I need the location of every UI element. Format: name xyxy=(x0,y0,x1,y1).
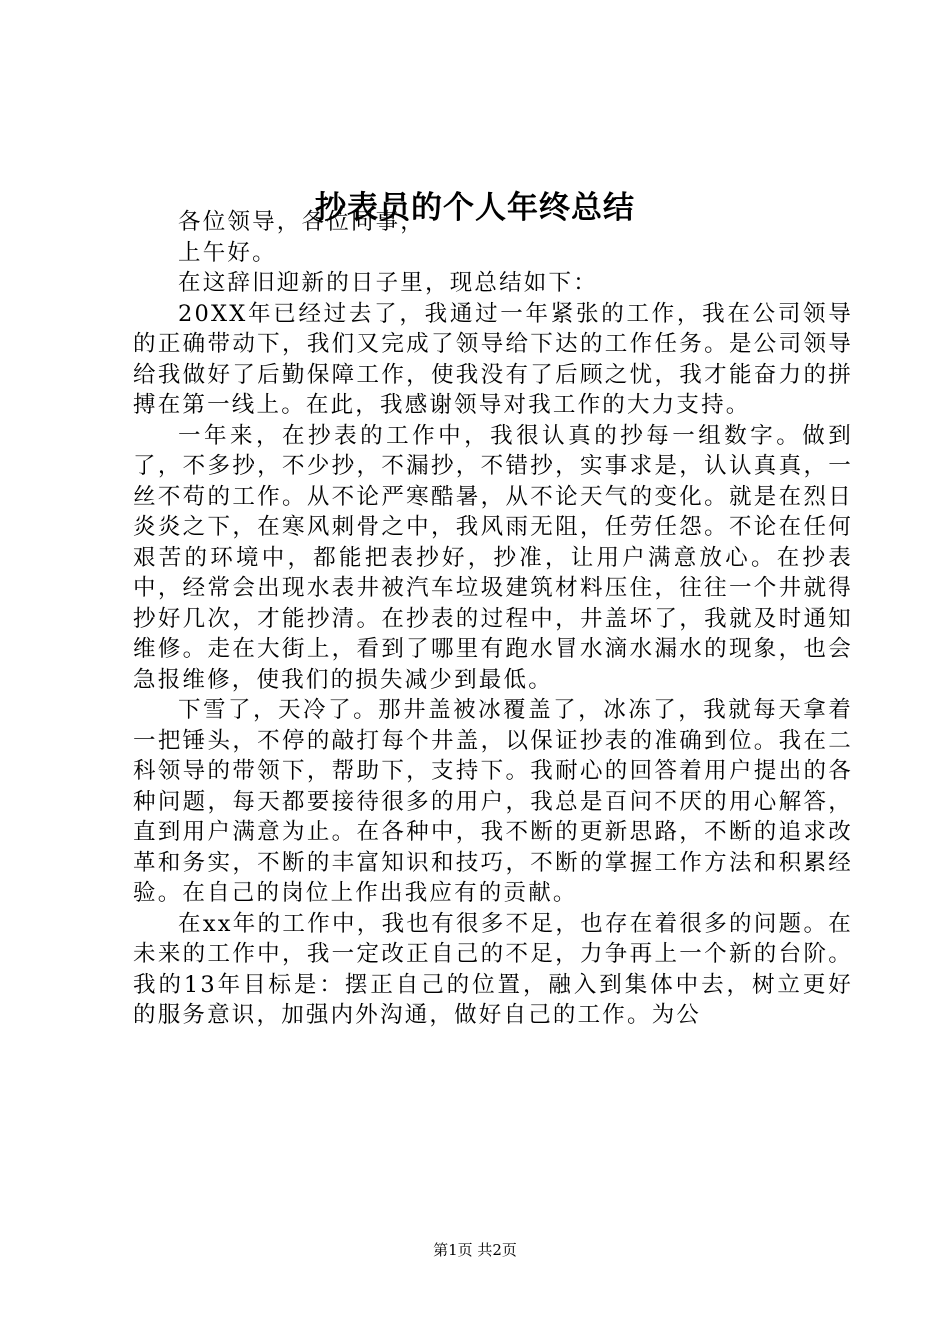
paragraph-salutation: 上午好。 xyxy=(178,239,277,266)
paragraph-2: 一年来，在抄表的工作中，我很认真的抄每一组数字。做到了，不多抄，不少抄，不漏抄，不错抄，实事求是，认认真真，一丝不苟的工作。从不论严寒酷暑，从不论天气的变化。就是在烈日炎炎之下，在寒风刺骨之中，我风雨无阻，任劳任怨。不论在任何艰苦的环境中，都能把表抄好，抄准，让用户满意放心。在抄表中，经常会出现水表井被汽车垃圾建筑材料压住，往往一个井就得抄好几次，才能抄清。在抄表的过程中，井盖坏了，我就及时通知维修。走在大街上，看到了哪里有跑水冒水滴水漏水的现象，也会急报维修，使我们的损失减少到最低。 xyxy=(133,422,853,693)
paragraph-4: 在xx年的工作中，我也有很多不足，也存在着很多的问题。在未来的工作中，我一定改正自己的不足，力争再上一个新的台阶。我的13年目标是：摆正自己的位置，融入到集体中去，树立更好的服务意识，加强内外沟通，做好自己的工作。为公 xyxy=(133,910,853,1028)
paragraph-intro: 在这辞旧迎新的日子里，现总结如下： xyxy=(178,270,598,296)
page-footer: 第1页 共2页 xyxy=(433,1241,517,1259)
paragraph-3: 下雪了，天冷了。那井盖被冰覆盖了，冰冻了，我就每天拿着一把锤头，不停的敲打每个井盖，以保证抄表的准确到位。我在二科领导的带领下，帮助下，支持下。我耐心的回答着用户提出的各种问题，每天都要接待很多的用户，我总是百问不厌的用心解答，直到用户满意为止。在各种中，我不断的更新思路，不断的追求改革和务实，不断的丰富知识和技巧，不断的掌握工作方法和积累经验。在自己的岗位上作出我应有的贡献。 xyxy=(133,697,853,906)
paragraph-greeting: 各位领导，各位同事， xyxy=(178,209,426,235)
paragraph-1: 20XX年已经过去了，我通过一年紧张的工作，我在公司领导的正确带动下，我们又完成了领导给下达的工作任务。是公司领导给我做好了后勤保障工作，使我没有了后顾之忧，我才能奋力的拼搏在第一线上。在此，我感谢领导对我工作的大力支持。 xyxy=(133,300,853,418)
document-title: 抄表员的个人年终总结 xyxy=(315,190,635,226)
document-body xyxy=(133,207,853,1031)
